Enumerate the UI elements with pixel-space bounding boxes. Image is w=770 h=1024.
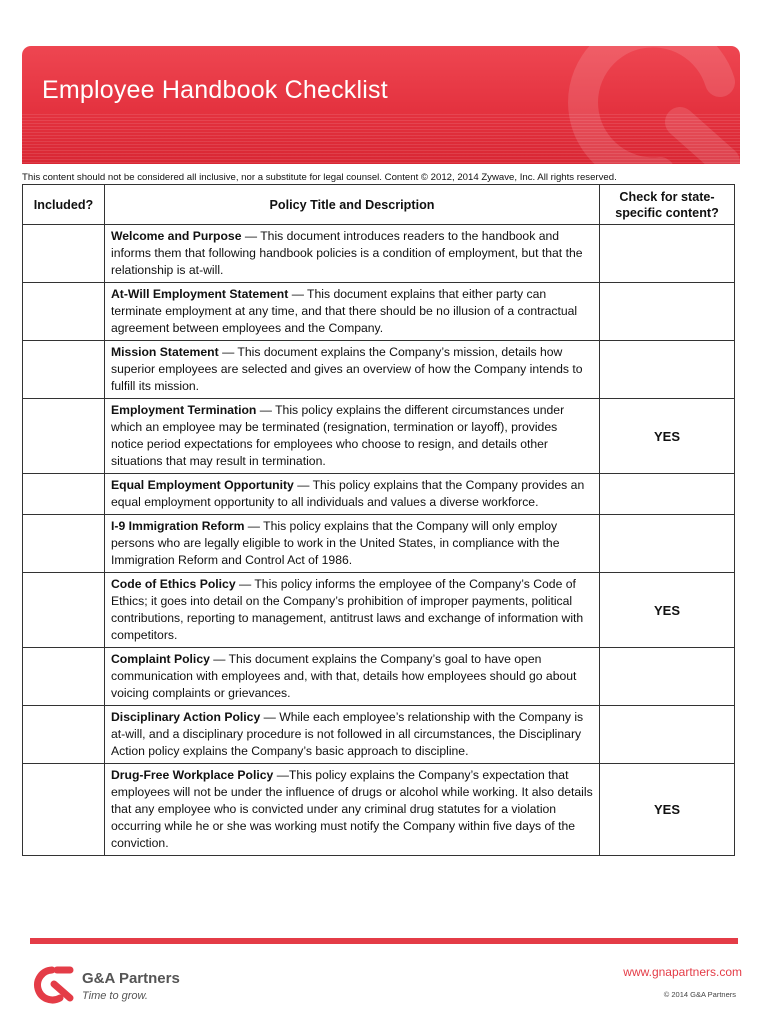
brand-tagline: Time to grow.	[82, 990, 148, 1002]
state-specific-cell: YES	[600, 573, 735, 648]
policy-text: — This document explains the Company’s mission, details how superior employees are selected and gives an overview of how the Company intends to fulfill its mission.	[111, 345, 583, 393]
table-row	[23, 399, 735, 474]
brand-name: G&A Partners	[82, 970, 180, 987]
policy-title: Employment Termination	[111, 403, 257, 417]
policy-description	[105, 764, 600, 856]
policy-text: — This policy explains the different circumstances under which an employee may be terminated (resignation, termination or layoff), provides notice period expectations for employees who choose to resign, and details other situations that may result in termination.	[111, 403, 565, 468]
website-link[interactable]: www.gnapartners.com	[623, 965, 742, 979]
included-cell[interactable]	[23, 283, 105, 341]
header-banner	[22, 46, 740, 164]
state-specific-cell	[600, 515, 735, 573]
ga-watermark-icon	[550, 46, 740, 164]
table-row	[23, 573, 735, 648]
page-title: Employee Handbook Checklist	[42, 76, 388, 104]
table-row	[23, 706, 735, 764]
state-specific-cell	[600, 283, 735, 341]
policy-title: Complaint Policy	[111, 652, 210, 666]
column-header-policy: Policy Title and Description	[105, 185, 600, 225]
policy-text: —This policy explains the Company’s expectation that employees will not be under the influence of drugs or alcohol while working. It also details that any employee who is convicted under any criminal drug statutes for a violation occurring while he or she was working must notify the Company within five days of the conviction.	[111, 768, 593, 850]
ga-partners-logo-icon	[30, 964, 76, 1004]
policy-text: — This document introduces readers to the handbook and informs them that following handbook policies is a condition of employment, but that the relationship is at-will.	[111, 229, 583, 277]
policy-description	[105, 515, 600, 573]
included-cell[interactable]	[23, 474, 105, 515]
table-row	[23, 474, 735, 515]
table-row	[23, 283, 735, 341]
state-specific-cell: YES	[600, 399, 735, 474]
policy-text: — This policy explains that the Company provides an equal employment opportunity to all individuals and values a diverse workforce.	[111, 478, 585, 509]
policy-text: — This document explains the Company’s goal to have open communication with employees and, with that, details how employees should go about voicing complaints or grievances.	[111, 652, 577, 700]
included-cell[interactable]	[23, 225, 105, 283]
checklist-table	[22, 184, 735, 856]
column-header-included: Included?	[23, 185, 105, 225]
table-row	[23, 225, 735, 283]
policy-description	[105, 648, 600, 706]
table-row	[23, 515, 735, 573]
policy-title: I-9 Immigration Reform	[111, 519, 245, 533]
included-cell[interactable]	[23, 706, 105, 764]
policy-description	[105, 399, 600, 474]
state-specific-cell	[600, 648, 735, 706]
included-cell[interactable]	[23, 515, 105, 573]
included-cell[interactable]	[23, 648, 105, 706]
policy-description	[105, 573, 600, 648]
included-cell[interactable]	[23, 573, 105, 648]
policy-text: — While each employee’s relationship with the Company is at-will, and a disciplinary procedure is not followed in all circumstances, the Disciplinary Action policy explains the Company’s basic approach to discipline.	[111, 710, 584, 758]
policy-title: Welcome and Purpose	[111, 229, 242, 243]
policy-description	[105, 474, 600, 515]
policy-title: Disciplinary Action Policy	[111, 710, 261, 724]
state-specific-cell	[600, 706, 735, 764]
policy-description	[105, 341, 600, 399]
policy-title: At-Will Employment Statement	[111, 287, 289, 301]
policy-description	[105, 225, 600, 283]
disclaimer-text: This content should not be considered all inclusive, nor a substitute for legal counsel. Content © 2012, 2014 Zywave, Inc. All rights reserved.	[22, 172, 617, 183]
included-cell[interactable]	[23, 341, 105, 399]
state-specific-cell	[600, 225, 735, 283]
policy-text: — This policy explains that the Company will only employ persons who are legally eligible to work in the United States, in compliance with the Immigration Reform and Control Act of 1986.	[111, 519, 560, 567]
included-cell[interactable]	[23, 399, 105, 474]
policy-title: Code of Ethics Policy	[111, 577, 236, 591]
table-row	[23, 764, 735, 856]
table-row	[23, 648, 735, 706]
copyright-text: © 2014 G&A Partners	[663, 990, 736, 999]
policy-description	[105, 706, 600, 764]
policy-text: — This document explains that either party can terminate employment at any time, and that there should be no illusion of a contractual agreement between employees and the Company.	[111, 287, 578, 335]
state-specific-cell	[600, 474, 735, 515]
table-row	[23, 341, 735, 399]
policy-description	[105, 283, 600, 341]
footer-divider	[30, 938, 738, 944]
policy-text: — This policy informs the employee of the Company’s Code of Ethics; it goes into detail on the Company’s prohibition of improper payments, political contributions, reporting to management, antitrust laws and exchange of information with competitors.	[111, 577, 584, 642]
column-header-state: Check for state-specific content?	[600, 185, 735, 225]
table-header-row	[23, 185, 735, 225]
policy-title: Equal Employment Opportunity	[111, 478, 294, 492]
included-cell[interactable]	[23, 764, 105, 856]
policy-title: Mission Statement	[111, 345, 219, 359]
policy-title: Drug-Free Workplace Policy	[111, 768, 274, 782]
state-specific-cell	[600, 341, 735, 399]
state-specific-cell: YES	[600, 764, 735, 856]
